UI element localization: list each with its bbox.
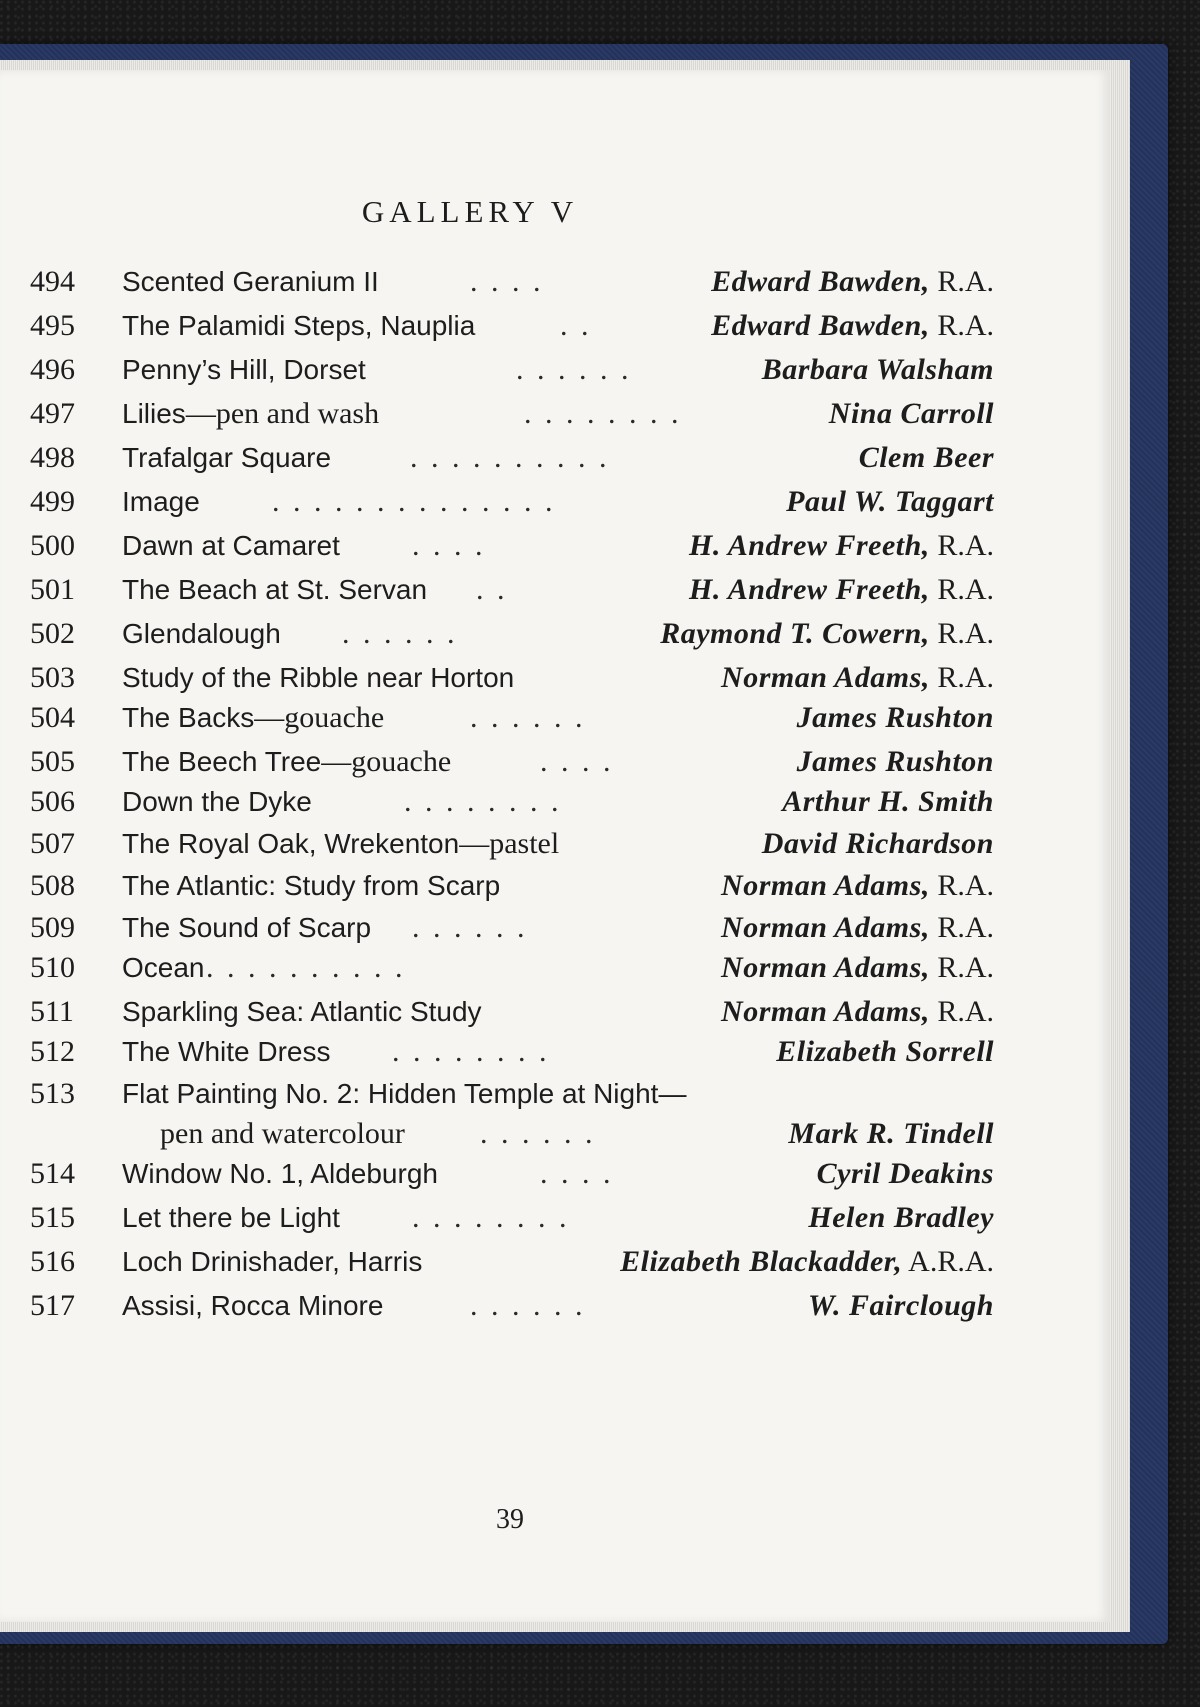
catalogue-entry (0, 436, 1110, 480)
leader-dots: . . . . (540, 1157, 614, 1190)
work-title (122, 568, 427, 612)
catalogue-entry (0, 612, 1110, 656)
artist-name: H. Andrew Freeth, (689, 573, 930, 606)
entry-number: 511 (30, 995, 74, 1028)
work-title (122, 946, 205, 990)
leader-dots: . . . . . . (412, 911, 528, 944)
work-title (122, 612, 281, 656)
leader-dots: . . . . . . (342, 617, 458, 650)
catalogue-entry (0, 1030, 1110, 1074)
catalogue-entry (0, 260, 1110, 304)
work-title (122, 696, 384, 740)
work-title (122, 524, 340, 568)
entry-number: 500 (30, 529, 75, 562)
artist-honour: R.A. (937, 265, 994, 298)
artist-name: Arthur H. Smith (782, 785, 994, 818)
artist (689, 524, 994, 568)
leader-dots: . . . . . . . . . . (206, 951, 406, 984)
entry-number: 515 (30, 1201, 75, 1234)
medium-text: —gouache (254, 701, 385, 734)
leader-dots: . . . . . . (470, 1289, 586, 1322)
artist-name: Norman Adams, (721, 995, 930, 1028)
artist (721, 864, 994, 908)
catalogue-entry (0, 990, 1110, 1034)
artist (817, 1152, 994, 1196)
catalogue-entry (0, 568, 1110, 612)
catalogue-entry (0, 864, 1110, 908)
artist-name: Elizabeth Sorrell (776, 1035, 994, 1068)
entry-number: 506 (30, 785, 75, 818)
leader-dots: . . . . . . . . . . . . . . (272, 485, 556, 518)
artist-honour: R.A. (937, 617, 994, 650)
catalogue-entry (0, 1284, 1110, 1328)
work-title (122, 740, 451, 784)
artist-name: Norman Adams, (721, 869, 930, 902)
leader-dots: . . . . . . . . (392, 1035, 550, 1068)
leader-dots: . . (476, 573, 508, 606)
leader-dots: . . (560, 309, 592, 342)
entry-number: 503 (30, 661, 75, 694)
artist (620, 1240, 994, 1284)
entry-number: 495 (30, 309, 75, 342)
leader-dots: . . . . . . (470, 701, 586, 734)
artist (762, 822, 994, 866)
artist-name: Nina Carroll (828, 397, 994, 430)
title-text: Image (122, 486, 200, 517)
work-title (122, 1030, 331, 1074)
work-title (122, 1284, 383, 1328)
entry-number: 502 (30, 617, 75, 650)
artist (721, 990, 994, 1034)
work-title (122, 1152, 438, 1196)
work-title (122, 480, 200, 524)
title-text: The Sound of Scarp (122, 912, 372, 943)
title-text: Study of the Ribble near Horton (122, 662, 515, 693)
title-text: Sparkling Sea: Atlantic Study (122, 996, 482, 1027)
work-title (122, 1240, 422, 1284)
entry-number: 513 (30, 1077, 75, 1110)
page-heading: GALLERY V (361, 194, 579, 229)
entry-number: 501 (30, 573, 75, 606)
artist-name: Norman Adams, (721, 951, 930, 984)
artist-honour: R.A. (937, 951, 994, 984)
artist-honour: R.A. (937, 661, 994, 694)
entry-number: 507 (30, 827, 75, 860)
catalogue-entry (0, 304, 1110, 348)
artist-name: Cyril Deakins (816, 1157, 994, 1190)
leader-dots: . . . . . . . . (404, 785, 562, 818)
catalogue-entry (0, 392, 1110, 436)
catalogue-entry (0, 906, 1110, 950)
work-title (122, 304, 475, 348)
artist-honour: R.A. (937, 573, 994, 606)
catalogue-entry (0, 780, 1110, 824)
entry-number: 498 (30, 441, 75, 474)
title-text: Loch Drinishader, Harris (122, 1246, 423, 1277)
artist (797, 696, 994, 740)
artist (721, 946, 994, 990)
catalogue-entry (0, 946, 1110, 990)
title-text: Window No. 1, Aldeburgh (122, 1158, 438, 1189)
catalogue-entry (0, 524, 1110, 568)
medium-text: —pen and wash (185, 397, 380, 430)
entry-number: 512 (30, 1035, 75, 1068)
artist (859, 436, 994, 480)
artist-name: Barbara Walsham (761, 353, 994, 386)
catalogue-entry (0, 1072, 1110, 1116)
artist-honour: A.R.A. (908, 1245, 994, 1278)
title-text: The Beech Tree (122, 746, 322, 777)
leader-dots: . . . . (470, 265, 544, 298)
title-text: Trafalgar Square (122, 442, 332, 473)
artist (689, 568, 994, 612)
artist-honour: R.A. (937, 309, 994, 342)
artist (711, 304, 994, 348)
entry-number: 505 (30, 745, 75, 778)
title-text: Let there be Light (122, 1202, 340, 1233)
artist-name: W. Fairclough (808, 1289, 994, 1322)
entry-number: 504 (30, 701, 75, 734)
artist-name: James Rushton (796, 701, 994, 734)
artist-name: Norman Adams, (721, 661, 930, 694)
leader-dots: . . . . . . . . (524, 397, 682, 430)
artist-name: Paul W. Taggart (786, 485, 994, 518)
title-text: Ocean (122, 952, 205, 983)
artist-name: Raymond T. Cowern, (660, 617, 930, 650)
leader-dots: . . . . . . . . (412, 1201, 570, 1234)
artist-name: Norman Adams, (721, 911, 930, 944)
title-text: The Backs (122, 702, 255, 733)
entry-number: 494 (30, 265, 75, 298)
catalogue-entry (0, 1196, 1110, 1240)
artist (808, 1284, 994, 1328)
artist (721, 656, 994, 700)
artist-name: Edward Bawden, (711, 309, 930, 342)
artist (808, 1196, 994, 1240)
catalogue-entry (0, 822, 1110, 866)
title-text: Down the Dyke (122, 786, 312, 817)
leader-dots: . . . . . . (480, 1117, 596, 1150)
medium-text: —pastel (459, 827, 560, 860)
title-text: Scented Geranium II (122, 266, 379, 297)
artist (797, 740, 994, 784)
title-text: Penny’s Hill, Dorset (122, 354, 366, 385)
leader-dots: . . . . (540, 745, 614, 778)
leader-dots: . . . . . . (516, 353, 632, 386)
artist-honour: R.A. (937, 911, 994, 944)
title-text: The Beach at St. Servan (122, 574, 428, 605)
work-title (122, 990, 482, 1034)
artist-name: Elizabeth Blackadder, (620, 1245, 903, 1278)
title-text: Dawn at Camaret (122, 530, 340, 561)
work-title (122, 780, 312, 824)
catalogue-entry (0, 480, 1110, 524)
leader-dots: . . . . (412, 529, 486, 562)
artist-name: David Richardson (761, 827, 994, 860)
artist (782, 780, 994, 824)
work-title (160, 1112, 405, 1156)
work-title (122, 348, 366, 392)
artist-name: Mark R. Tindell (788, 1117, 994, 1150)
artist-name: Edward Bawden, (711, 265, 930, 298)
title-text: The Royal Oak, Wrekenton (122, 828, 460, 859)
artist (660, 612, 994, 656)
work-title (122, 392, 379, 436)
artist (762, 348, 994, 392)
catalogue-entry (0, 348, 1110, 392)
artist-name: James Rushton (796, 745, 994, 778)
medium-text: pen and watercolour (160, 1117, 405, 1150)
page-number: 39 (496, 1504, 524, 1535)
medium-text: —gouache (321, 745, 452, 778)
work-title (122, 864, 500, 908)
entry-number: 496 (30, 353, 75, 386)
entry-number: 509 (30, 911, 75, 944)
artist-name: Helen Bradley (808, 1201, 994, 1234)
title-text: The White Dress (122, 1036, 331, 1067)
catalogue-entry (0, 1240, 1110, 1284)
artist (711, 260, 994, 304)
entry-number: 514 (30, 1157, 75, 1190)
work-title (122, 822, 559, 866)
artist (721, 906, 994, 950)
entry-number: 510 (30, 951, 75, 984)
artist-name: H. Andrew Freeth, (689, 529, 930, 562)
artist-honour: R.A. (937, 995, 994, 1028)
artist (788, 1112, 994, 1156)
artist (786, 480, 994, 524)
title-text: Lilies (122, 398, 186, 429)
work-title (122, 1072, 686, 1116)
entry-number: 499 (30, 485, 75, 518)
artist-honour: R.A. (937, 869, 994, 902)
catalogue-entry (0, 656, 1110, 700)
entry-number: 517 (30, 1289, 75, 1322)
artist (776, 1030, 994, 1074)
catalogue-entry (0, 696, 1110, 740)
work-title (122, 260, 379, 304)
catalogue-entry (0, 1112, 1110, 1156)
work-title (122, 906, 371, 950)
entry-number: 508 (30, 869, 75, 902)
entry-number: 497 (30, 397, 75, 430)
catalogue-entry (0, 1152, 1110, 1196)
entry-number: 516 (30, 1245, 75, 1278)
leader-dots: . . . . . . . . . . (410, 441, 610, 474)
catalogue-entry (0, 740, 1110, 784)
artist (829, 392, 994, 436)
title-text: Glendalough (122, 618, 281, 649)
title-text: The Atlantic: Study from Scarp (122, 870, 501, 901)
title-text: The Palamidi Steps, Nauplia (122, 310, 476, 341)
title-text: Assisi, Rocca Minore (122, 1290, 384, 1321)
work-title (122, 436, 331, 480)
artist-honour: R.A. (937, 529, 994, 562)
artist-name: Clem Beer (858, 441, 994, 474)
work-title (122, 656, 514, 700)
work-title (122, 1196, 340, 1240)
catalogue-page (0, 70, 1110, 1622)
title-text: Flat Painting No. 2: Hidden Temple at Night— (122, 1078, 687, 1109)
